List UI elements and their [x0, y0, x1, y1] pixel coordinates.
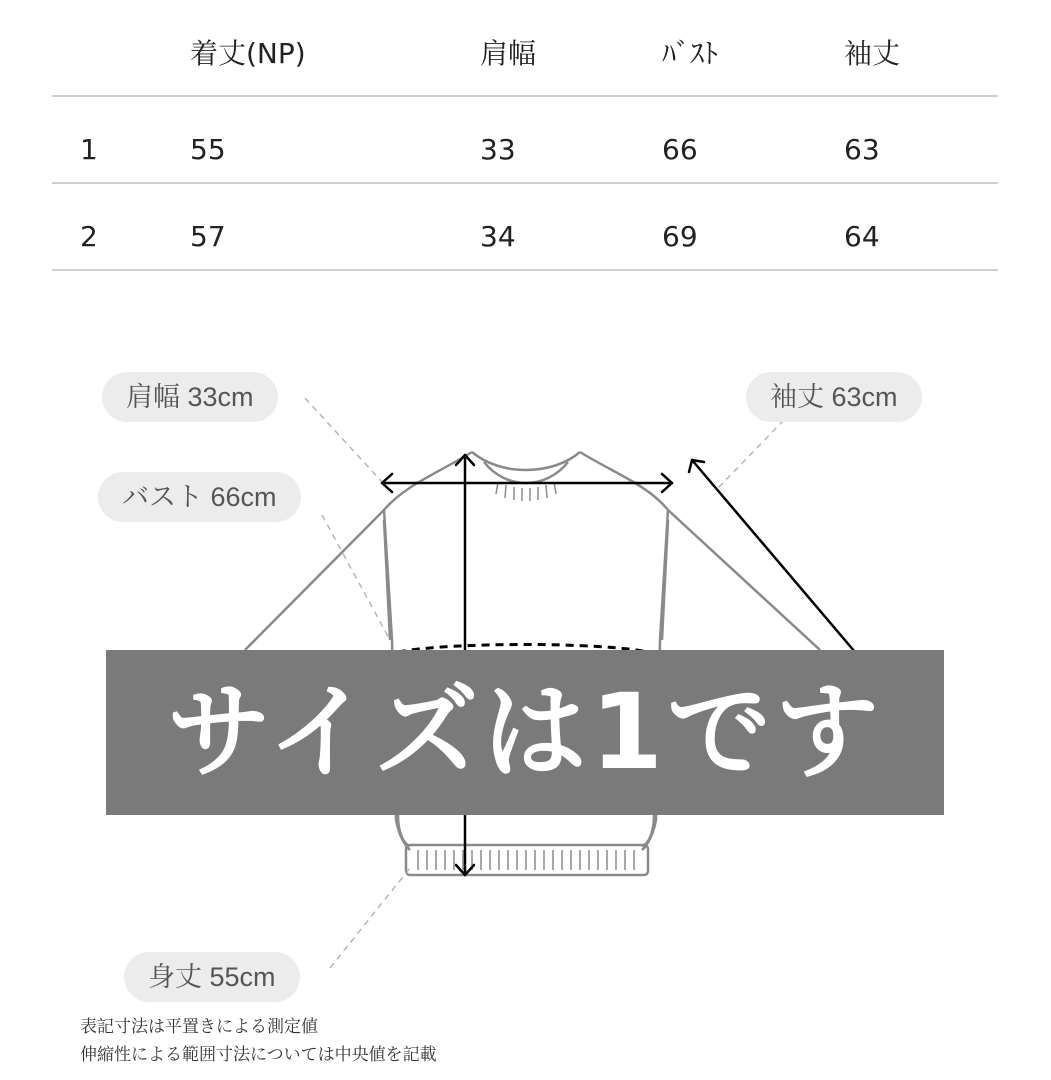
- table-cell: 55: [190, 133, 226, 166]
- stretch-note: 伸縮性による範囲寸法については中央値を記載: [80, 1045, 437, 1065]
- table-cell: 34: [480, 220, 516, 253]
- table-cell: 2: [80, 220, 98, 253]
- measurement-note: 表記寸法は平置きによる測定値: [80, 1017, 318, 1037]
- table-cell: 63: [844, 133, 880, 166]
- header-cell-length: 着丈(NP): [190, 37, 306, 70]
- header-cell-bust: ﾊﾞｽﾄ: [662, 37, 719, 70]
- length-label: 身丈 55cm: [124, 952, 300, 1002]
- table-cell: 69: [662, 220, 698, 253]
- table-cell: 1: [80, 133, 98, 166]
- size-banner: サイズは1です: [106, 650, 944, 815]
- table-cell: 57: [190, 220, 226, 253]
- table-cell: 33: [480, 133, 516, 166]
- header-cell-shoulder: 肩幅: [480, 37, 537, 70]
- header-cell-sleeve: 袖丈: [844, 37, 901, 70]
- shoulder-label: 肩幅 33cm: [102, 372, 278, 422]
- bust-label: バスト 66cm: [98, 472, 301, 522]
- table-cell: 64: [844, 220, 880, 253]
- sleeve-label: 袖丈 63cm: [746, 372, 922, 422]
- table-cell: 66: [662, 133, 698, 166]
